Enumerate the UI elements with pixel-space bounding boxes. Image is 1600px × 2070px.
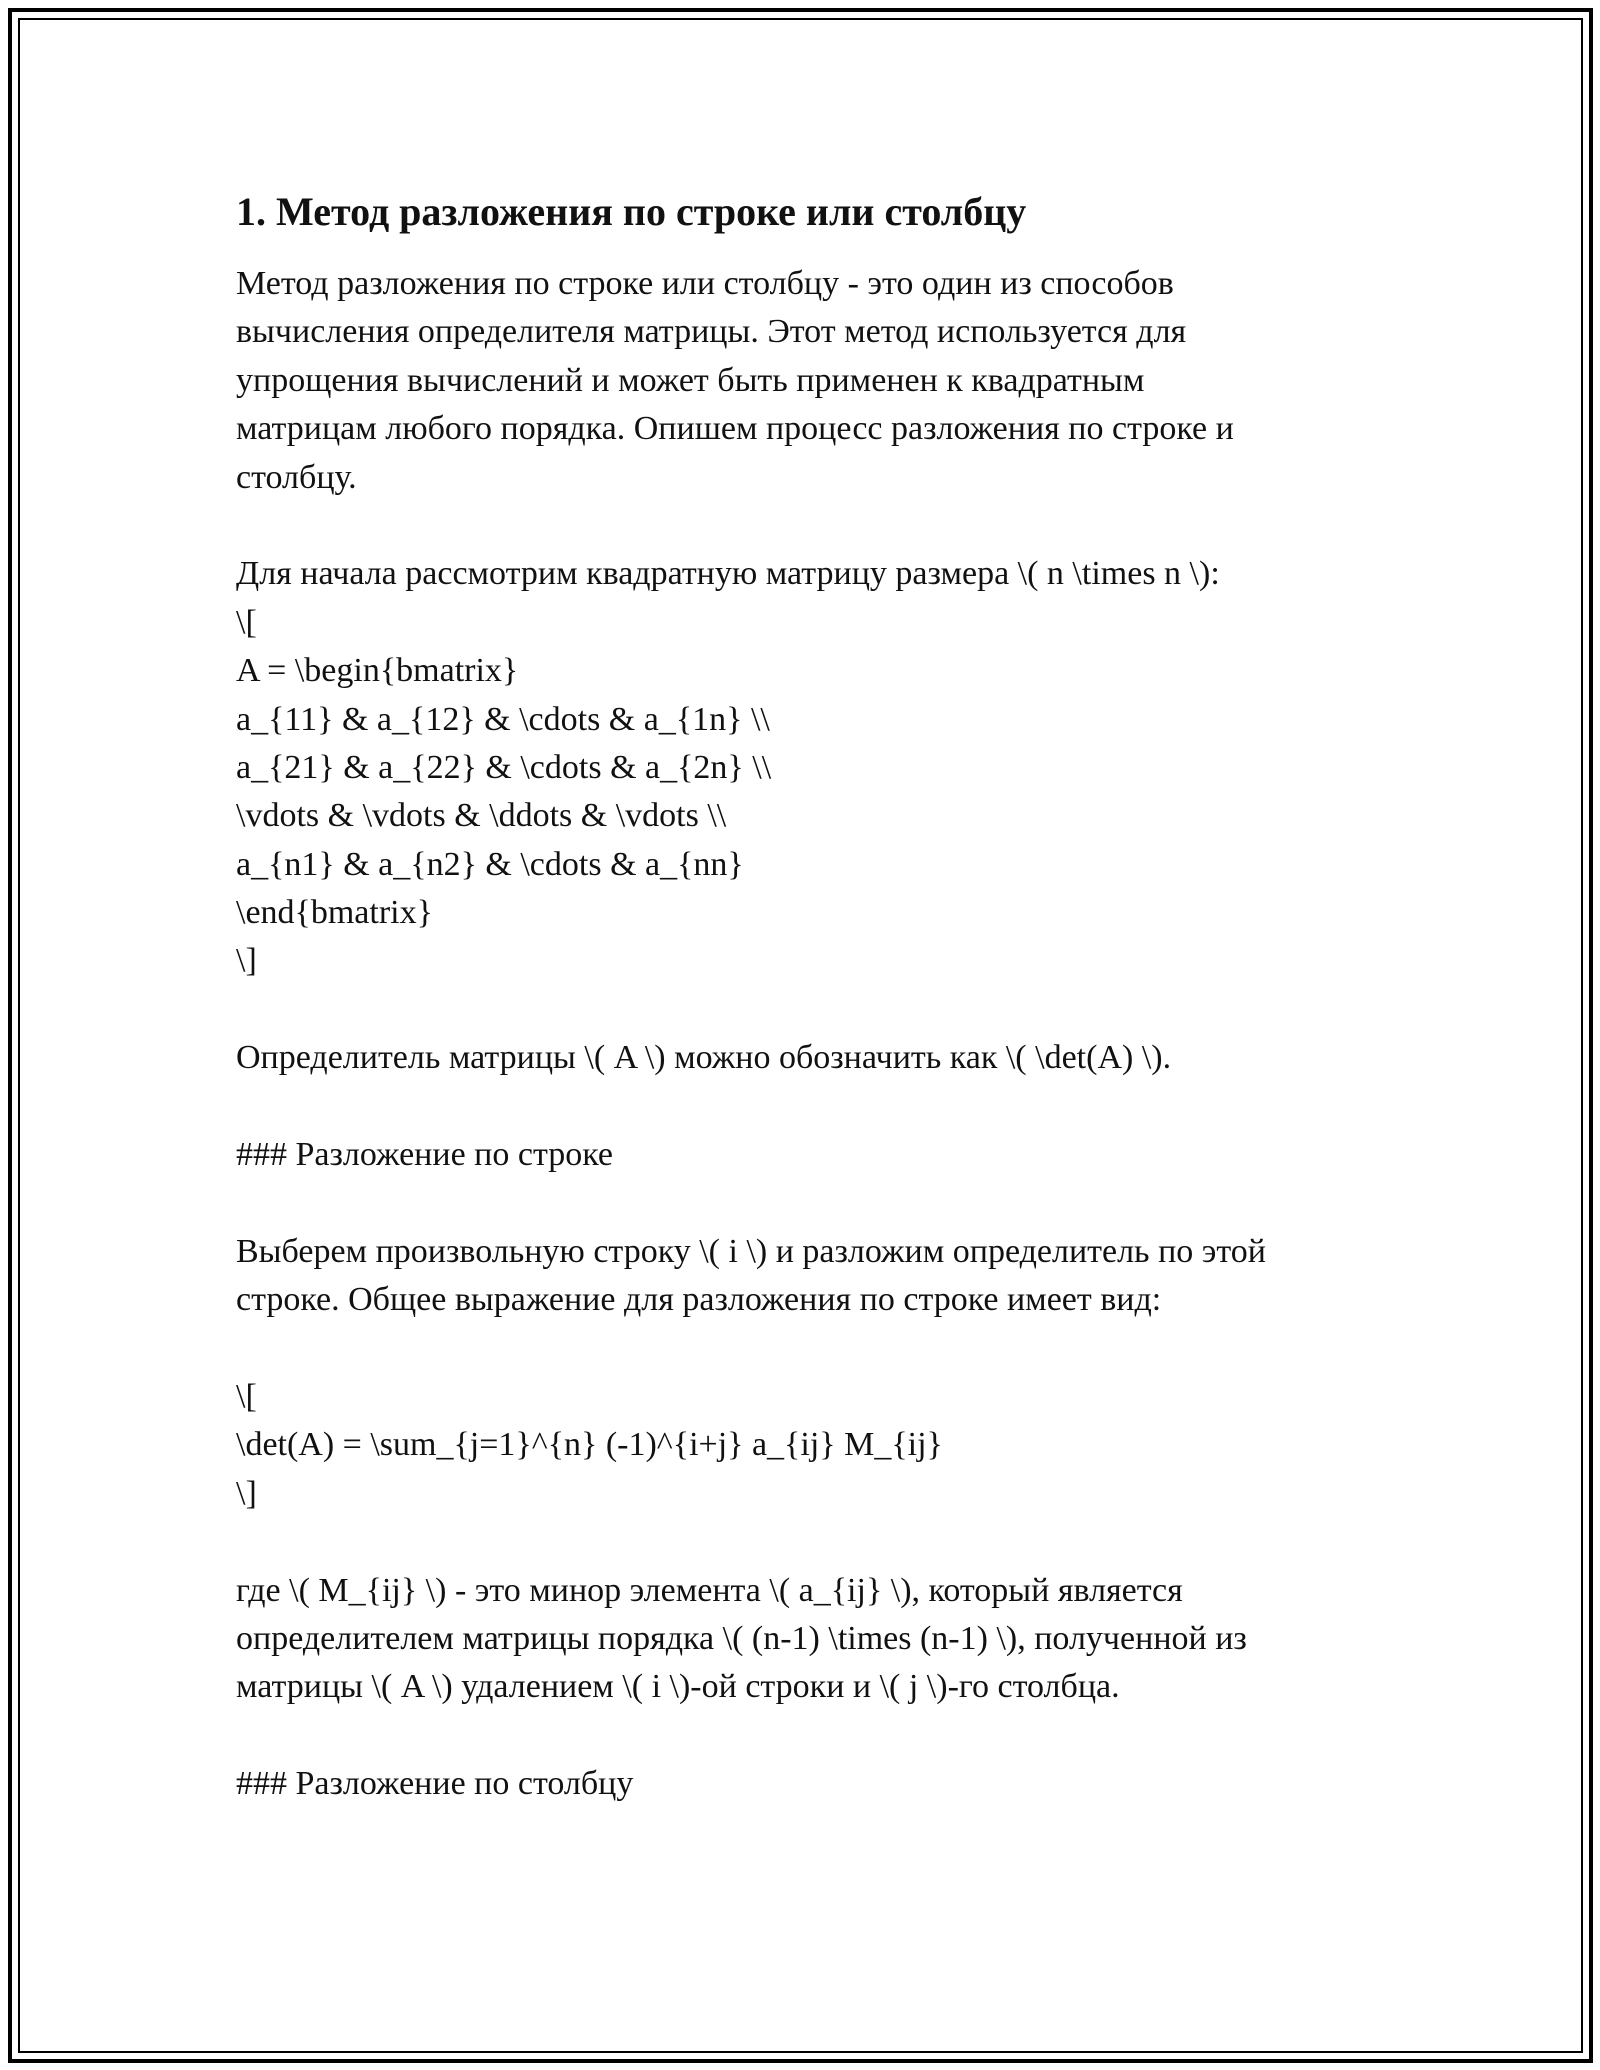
- text-line: \det(A) = \sum_{j=1}^{n} (-1)^{i+j} a_{ij} M_{ij}: [236, 1426, 943, 1464]
- blank-line: [236, 502, 1376, 550]
- text-line: матрицы \( A \) удалением \( i \)-ой строки и \( j \)-го столбца.: [236, 1668, 1120, 1706]
- text-line: матрицам любого порядка. Опишем процесс разложения по строке и: [236, 410, 1234, 448]
- blank-line: [236, 1179, 1376, 1227]
- section-heading: 1. Метод разложения по строке или столбцу: [236, 189, 1027, 234]
- text-line: ### Разложение по столбцу: [236, 1765, 634, 1803]
- text-line: Для начала рассмотрим квадратную матрицу размера \( n \times n \):: [236, 555, 1220, 593]
- blank-line: [236, 986, 1376, 1034]
- text-line: \[: [236, 1377, 257, 1415]
- text-line: \[: [236, 603, 257, 641]
- text-line: вычисления определителя матрицы. Этот метод используется для: [236, 313, 1187, 351]
- blank-line: [236, 1325, 1376, 1373]
- text-line: Определитель матрицы \( A \) можно обозначить как \( \det(A) \).: [236, 1039, 1172, 1077]
- text-line: Выберем произвольную строку \( i \) и разложим определитель по этой: [236, 1232, 1266, 1270]
- text-line: Метод разложения по строке или столбцу - это один из способов: [236, 265, 1174, 302]
- text-line: \end{bmatrix}: [236, 894, 433, 932]
- document-body: [236, 260, 1376, 1809]
- text-line: где \( M_{ij} \) - это минор элемента \( a_{ij} \), который является: [236, 1571, 1183, 1609]
- blank-line: [236, 1083, 1376, 1131]
- text-line: \]: [236, 942, 257, 980]
- text-line: A = \begin{bmatrix}: [236, 652, 519, 690]
- text-line: \vdots & \vdots & \ddots & \vdots \\: [236, 797, 727, 835]
- text-line: строке. Общее выражение для разложения по строке имеет вид:: [236, 1281, 1162, 1319]
- text-line: упрощения вычислений и может быть применен к квадратным: [236, 361, 1145, 399]
- text-line: определителем матрицы порядка \( (n-1) \times (n-1) \), полученной из: [236, 1619, 1247, 1657]
- blank-line: [236, 1712, 1376, 1760]
- text-line: a_{21} & a_{22} & \cdots & a_{2n} \\: [236, 748, 772, 786]
- document-content: [236, 184, 1376, 1809]
- text-line: ### Разложение по строке: [236, 1136, 613, 1174]
- text-line: \]: [236, 1474, 257, 1512]
- text-line: a_{n1} & a_{n2} & \cdots & a_{nn}: [236, 845, 744, 883]
- text-line: столбцу.: [236, 458, 357, 496]
- blank-line: [236, 1518, 1376, 1566]
- text-line: a_{11} & a_{12} & \cdots & a_{1n} \\: [236, 700, 770, 738]
